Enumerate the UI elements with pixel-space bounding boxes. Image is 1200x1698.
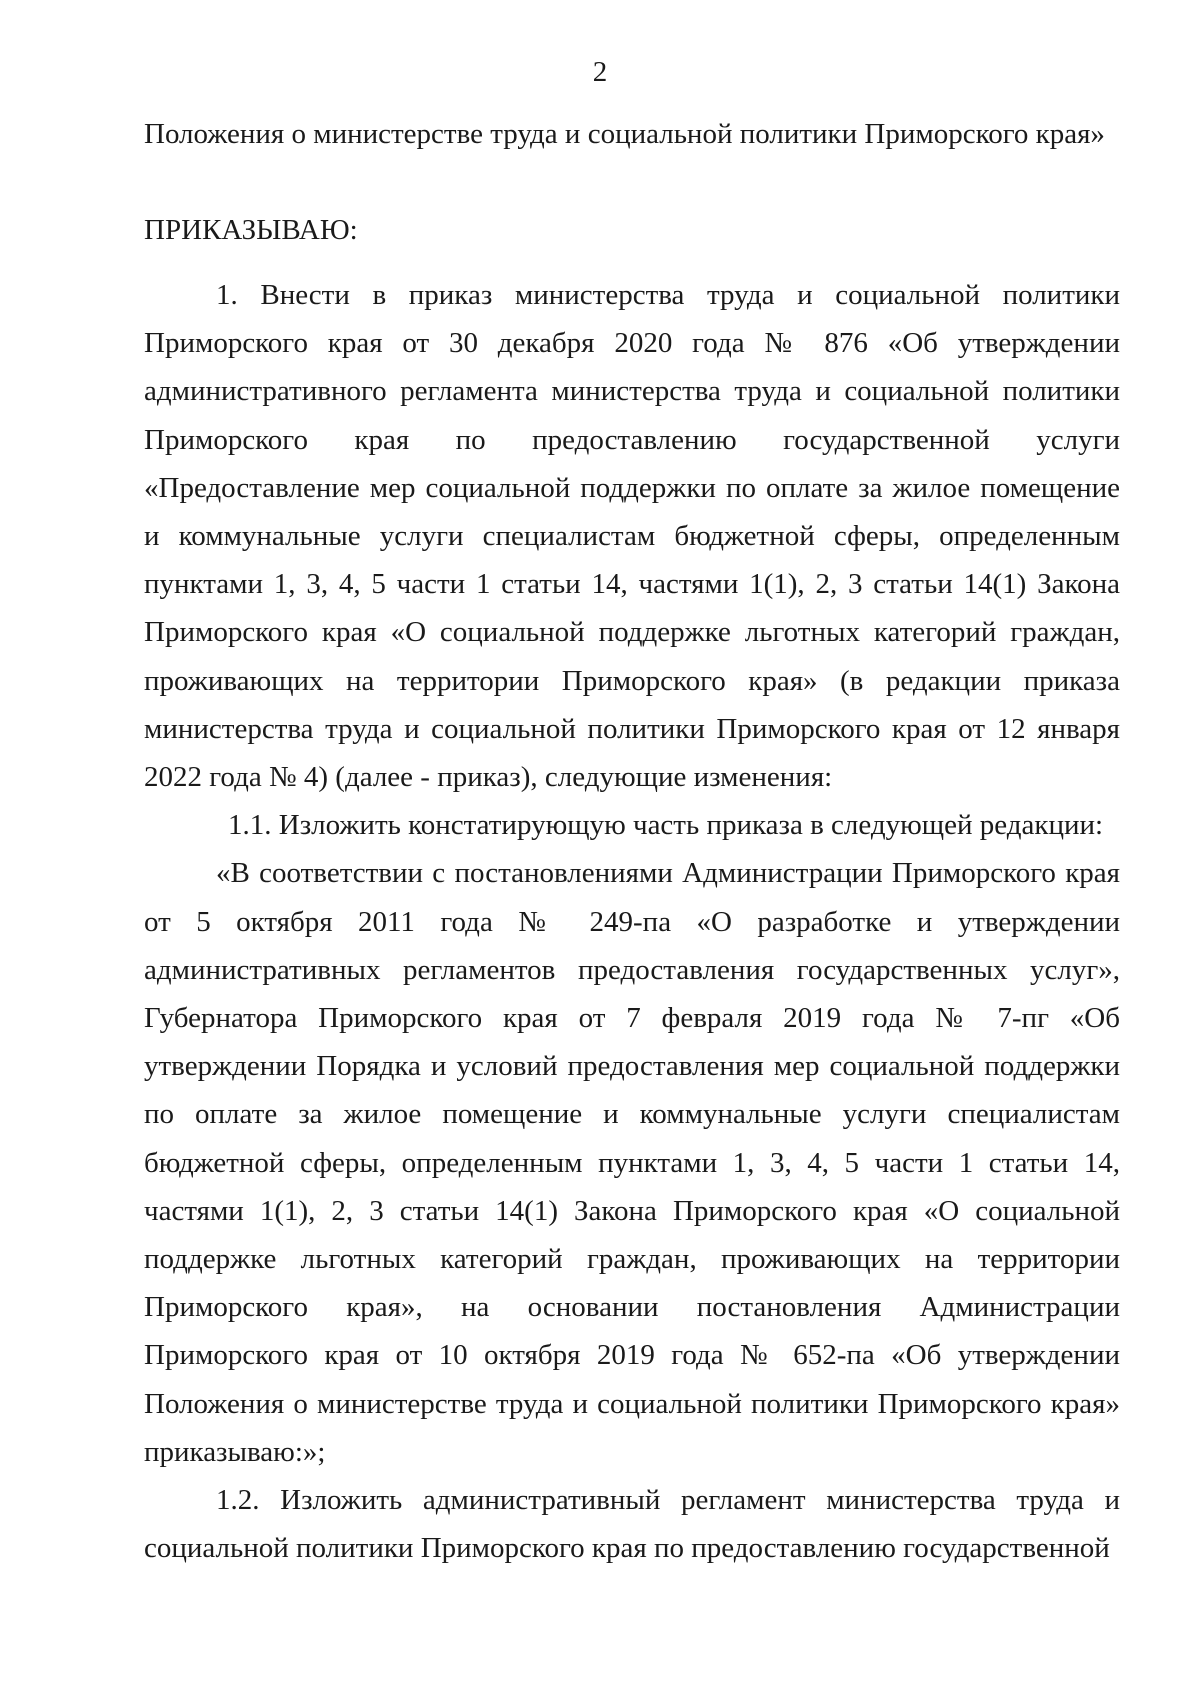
paragraph-quoted-preamble: «В соответствии с постановлениями Администрации Приморского края от 5 октября 2011 года № 249-па «О разработке и утверждении административных регламентов предоставления государственных услуг», Губернатора Приморского края от 7 февраля 2019 года № 7-пг «Об утверждении Порядка и условий предоставления мер социальной поддержки по оплате за жилое помещение и коммунальные услуги специалистам бюджетной сферы, определенным пунктами 1, 3, 4, 5 части 1 статьи 14, частями 1(1), 2, 3 статьи 14(1) Закона Приморского края «О социальной поддержке льготных категорий граждан, проживающих на территории Приморского края», на основании постановления Администрации Приморского края от 10 октября 2019 года № 652-па «Об утверждении Положения о министерстве труда и социальной политики Приморского края» приказываю:»; xyxy=(144,857,1120,1468)
paragraph-item-1: 1. Внести в приказ министерства труда и социальной политики Приморского края от 30 декабря 2020 года № 876 «Об утверждении административного регламента министерства труда и социальной политики Приморского края по предоставлению государственной услуги «Предоставление мер социальной поддержки по оплате за жилое помещение и коммунальные услуги специалистам бюджетной сферы, определенным пунктами 1, 3, 4, 5 части 1 статьи 14, частями 1(1), 2, 3 статьи 14(1) Закона Приморского края «О социальной поддержке льготных категорий граждан, проживающих на территории Приморского края» (в редакции приказа министерства труда и социальной политики Приморского края от 12 января 2022 года № 4) (далее - приказ), следующие изменения: xyxy=(144,279,1120,794)
paragraph-item-1-2: 1.2. Изложить административный регламент министерства труда и социальной политики Приморского края по предоставлению государственной xyxy=(144,1484,1120,1565)
order-heading: ПРИКАЗЫВАЮ: xyxy=(144,214,358,246)
page-number: 2 xyxy=(592,56,608,88)
continuation-line: Положения о министерстве труда и социальной политики Приморского края» xyxy=(144,118,1105,150)
document-body xyxy=(144,271,1120,1572)
paragraph-item-1-1: 1.1. Изложить констатирующую часть приказа в следующей редакции: xyxy=(228,809,1104,842)
